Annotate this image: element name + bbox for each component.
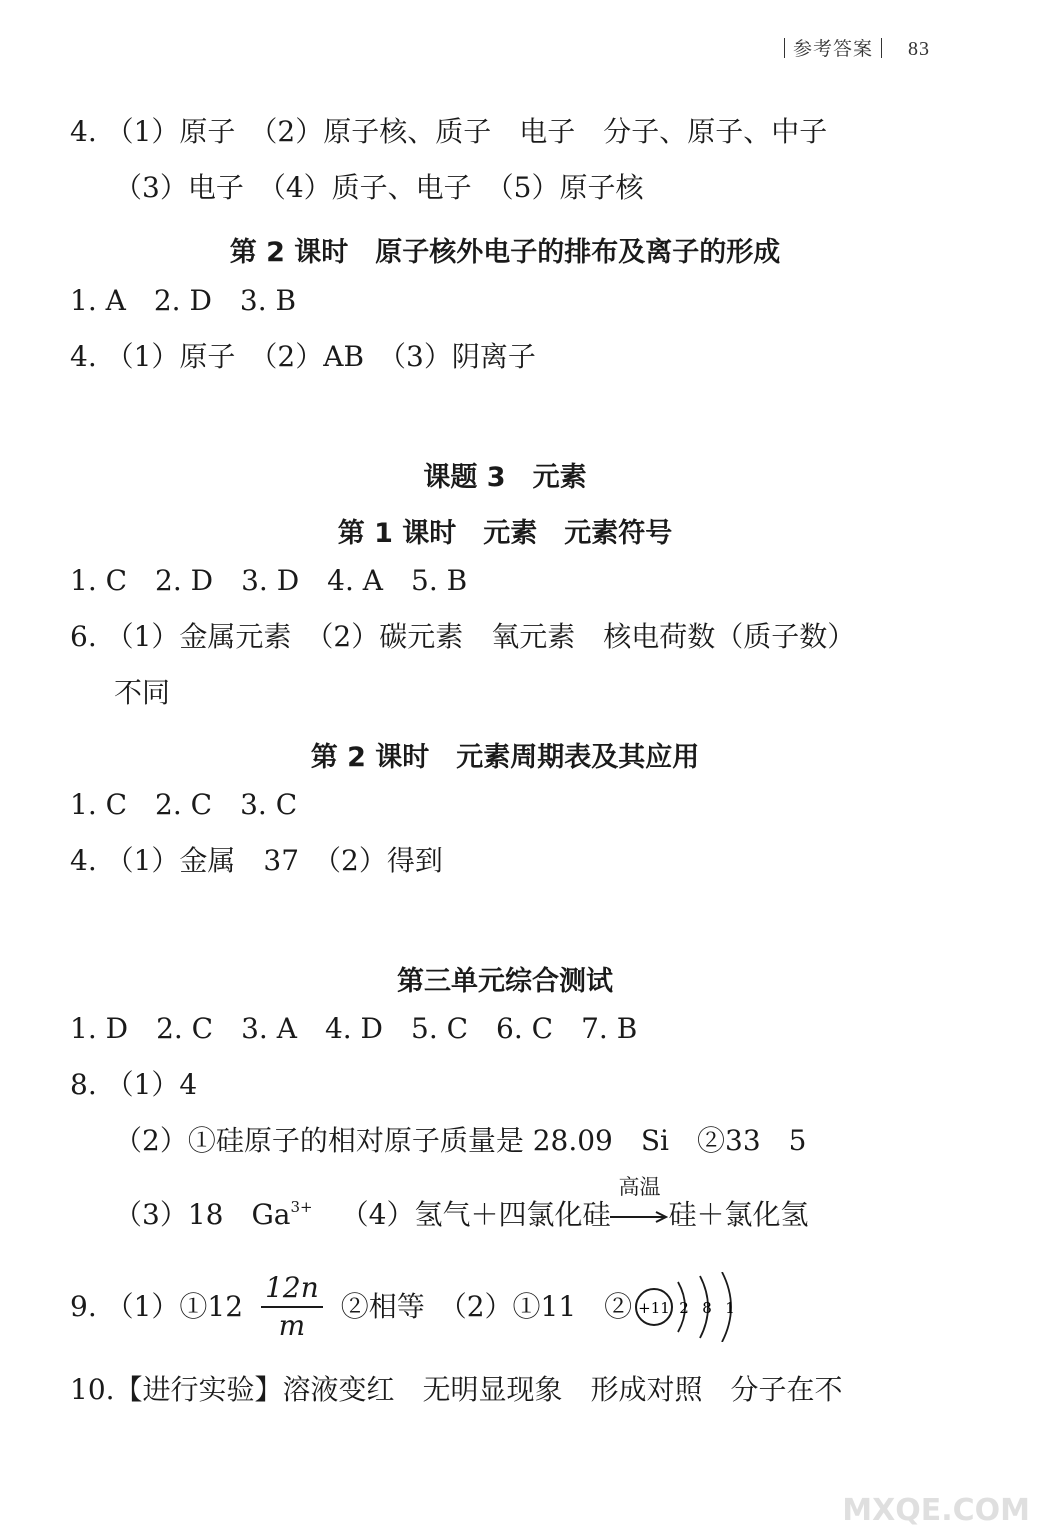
ion-charge: 3+ <box>290 1198 313 1216</box>
nucleus-charge: +11 <box>638 1299 671 1317</box>
topic-heading: 课题 3 元素 <box>423 462 587 493</box>
shell-electron-count: 1 <box>725 1299 735 1317</box>
fraction-numerator: 12n <box>261 1274 323 1308</box>
header-divider-right <box>881 38 882 58</box>
section-heading: 第 2 课时 原子核外电子的排布及离子的形成 <box>229 237 781 268</box>
answer-line: 8. （1）4 <box>70 1068 198 1101</box>
answer-line: （3）电子 （4）质子、电子 （5）原子核 <box>114 171 644 204</box>
answer-line: 4. （1）金属 37 （2）得到 <box>70 844 443 877</box>
answer-line: 1. C 2. C 3. C <box>70 788 298 821</box>
reaction-arrow <box>610 1174 668 1231</box>
answer-line: 10.【进行实验】溶液变红 无明显现象 形成对照 分子在不 <box>70 1373 843 1406</box>
watermark: MXQE.COM <box>842 1493 1030 1528</box>
answer-line: 1. A 2. D 3. B <box>70 284 297 317</box>
unit-test-heading: 第三单元综合测试 <box>397 966 613 997</box>
answer-line: （2）①硅原子的相对原子质量是 28.09 Si ②33 5 <box>114 1124 807 1157</box>
reaction-products: 硅＋氯化氢 <box>668 1198 809 1231</box>
answer-text: ②相等 （2）①11 ② <box>340 1290 633 1323</box>
atom-structure-diagram <box>634 1272 764 1342</box>
answer-line: 1. D 2. C 3. A 4. D 5. C 6. C 7. B <box>70 1012 638 1045</box>
answer-line: 1. C 2. D 3. D 4. A 5. B <box>70 564 468 597</box>
answer-text: （3）18 Ga <box>114 1198 291 1231</box>
arrow-icon <box>610 1207 668 1227</box>
answer-line: 不同 <box>114 676 171 709</box>
page-number: 83 <box>908 38 930 60</box>
reaction-condition: 高温 <box>618 1174 661 1199</box>
answer-line: 4. （1）原子 （2）原子核、质子 电子 分子、原子、中子 <box>70 115 828 148</box>
header-section: 参考答案 <box>792 38 873 60</box>
section-heading: 第 1 课时 元素 元素符号 <box>337 518 673 549</box>
section-heading: 第 2 课时 元素周期表及其应用 <box>310 742 700 773</box>
shell-electron-count: 8 <box>702 1299 712 1317</box>
answer-line-fraction <box>70 1272 764 1342</box>
answer-line: 6. （1）金属元素 （2）碳元素 氧元素 核电荷数（质子数） <box>70 620 856 653</box>
answer-line-equation <box>114 1174 809 1231</box>
page-header <box>776 34 930 61</box>
answer-line: 4. （1）原子 （2）AB （3）阴离子 <box>70 340 536 373</box>
fraction <box>261 1271 323 1342</box>
header-divider-left <box>784 38 785 58</box>
fraction-denominator: m <box>278 1309 306 1342</box>
answer-text: 9. （1）①12 <box>70 1290 244 1323</box>
reaction-reactants: （4）氢气＋四氯化硅 <box>340 1198 611 1231</box>
shell-electron-count: 2 <box>679 1299 689 1317</box>
